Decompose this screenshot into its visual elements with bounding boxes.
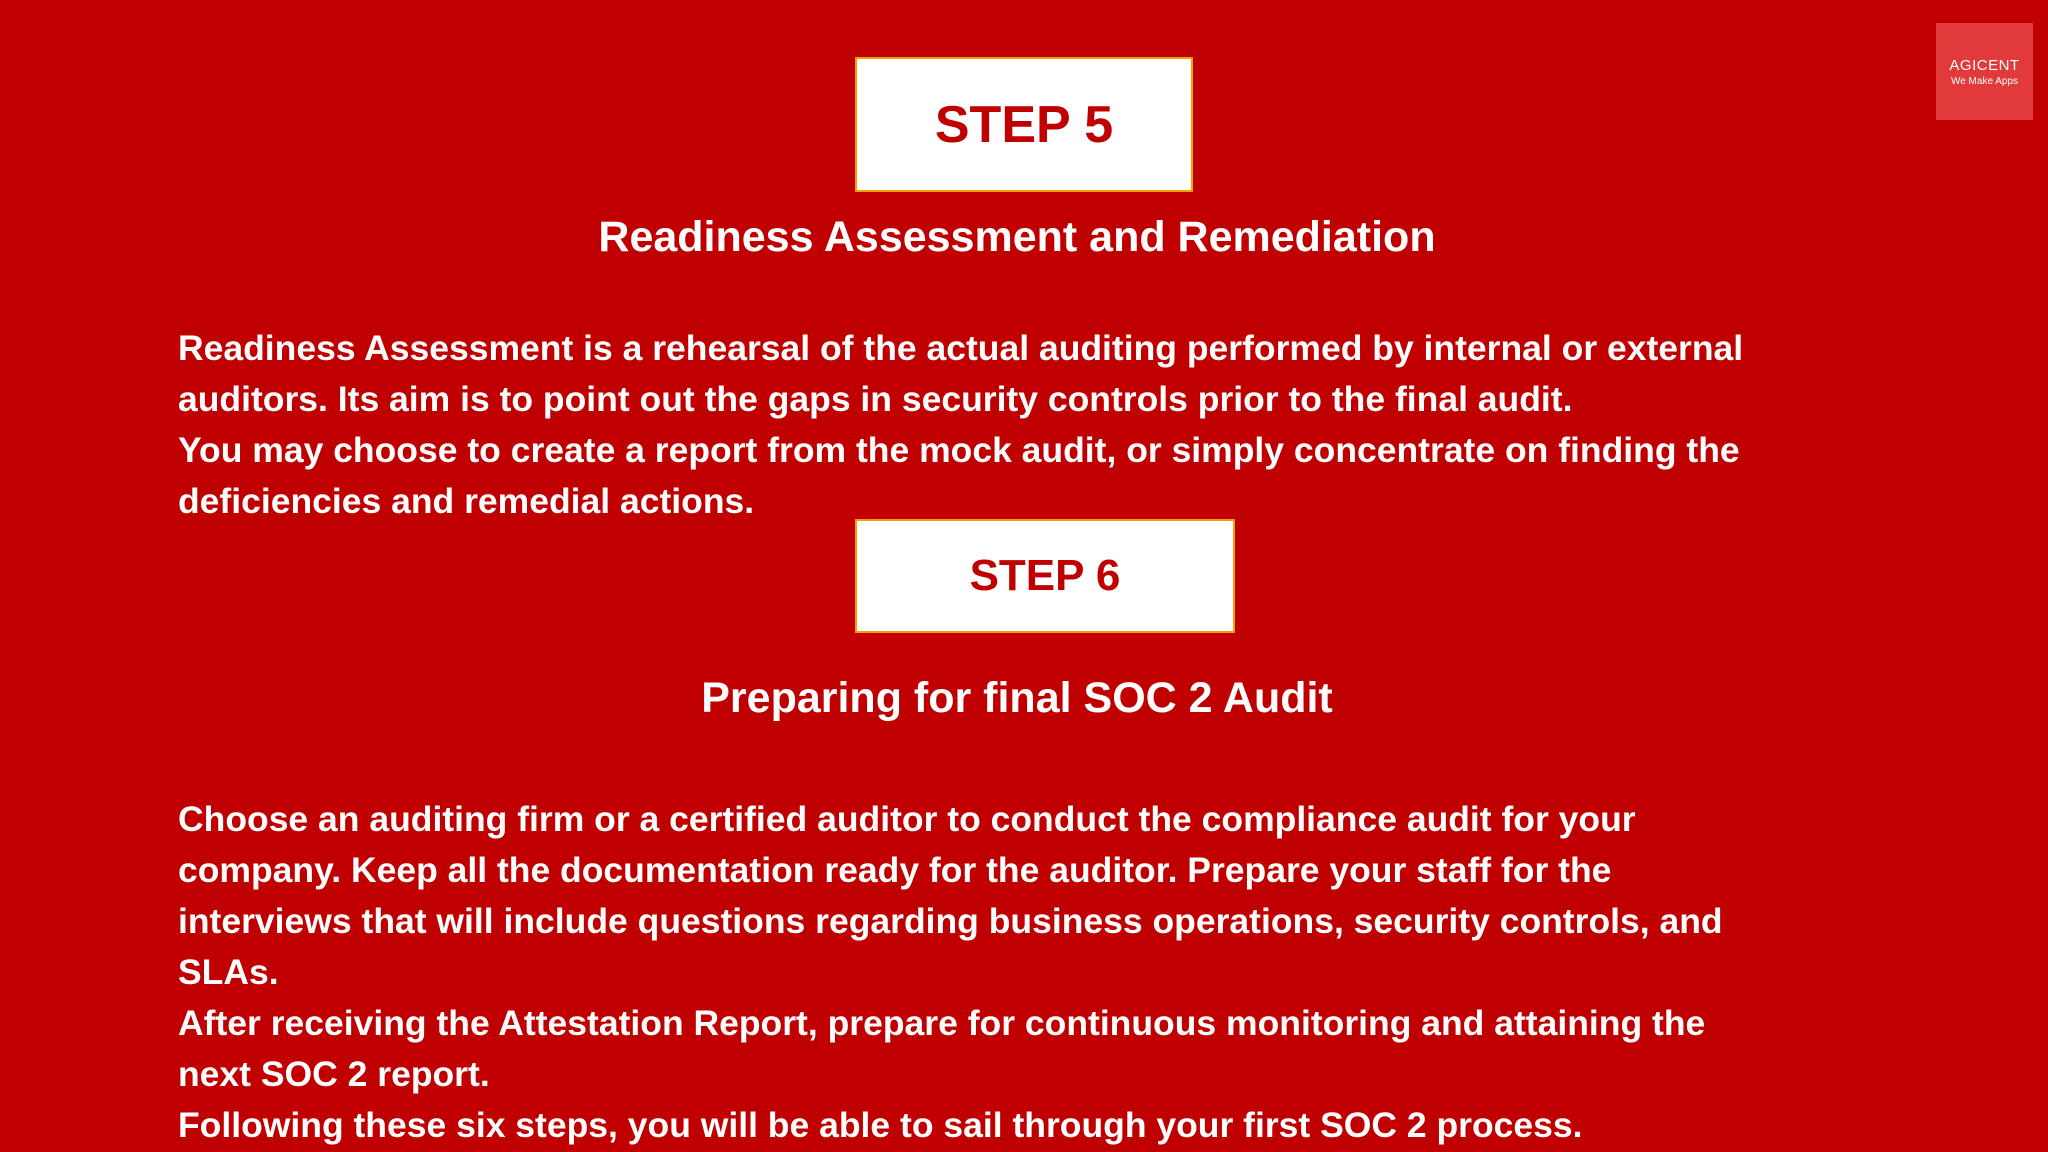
- step-6-line: interviews that will include questions regarding business operations, security controls, and: [178, 901, 1723, 941]
- agicent-logo: [1936, 23, 2033, 120]
- logo-tagline-text: We Make Apps: [1950, 75, 2019, 87]
- step-6-description: [178, 794, 1878, 1151]
- step-6-line: next SOC 2 report.: [178, 1054, 490, 1094]
- step-6-label: STEP 6: [969, 551, 1121, 600]
- step-5-line: deficiencies and remedial actions.: [178, 481, 755, 521]
- step-6-heading: Preparing for final SOC 2 Audit: [701, 674, 1333, 722]
- logo-brand-text: AGICENT: [1949, 56, 2020, 74]
- step-6-line: company. Keep all the documentation ready for the auditor. Prepare your staff for the: [178, 850, 1612, 890]
- step-5-line: You may choose to create a report from the mock audit, or simply concentrate on finding the: [178, 430, 1740, 470]
- step-5-label: STEP 5: [934, 95, 1114, 154]
- step-5-heading: Readiness Assessment and Remediation: [598, 213, 1436, 261]
- step-6-line: After receiving the Attestation Report, prepare for continuous monitoring and attaining the: [178, 1003, 1706, 1043]
- step-6-line: SLAs.: [178, 952, 279, 992]
- step-5-description: [178, 323, 1878, 527]
- step-6-line: Following these six steps, you will be able to sail through your first SOC 2 process.: [178, 1105, 1583, 1145]
- step-5-line: auditors. Its aim is to point out the gaps in security controls prior to the final audit.: [178, 379, 1573, 419]
- step-5-line: Readiness Assessment is a rehearsal of the actual auditing performed by internal or external: [178, 328, 1744, 368]
- step-6-line: Choose an auditing firm or a certified auditor to conduct the compliance audit for your: [178, 799, 1636, 839]
- step-6-badge: [855, 519, 1235, 633]
- step-5-badge: [855, 57, 1193, 192]
